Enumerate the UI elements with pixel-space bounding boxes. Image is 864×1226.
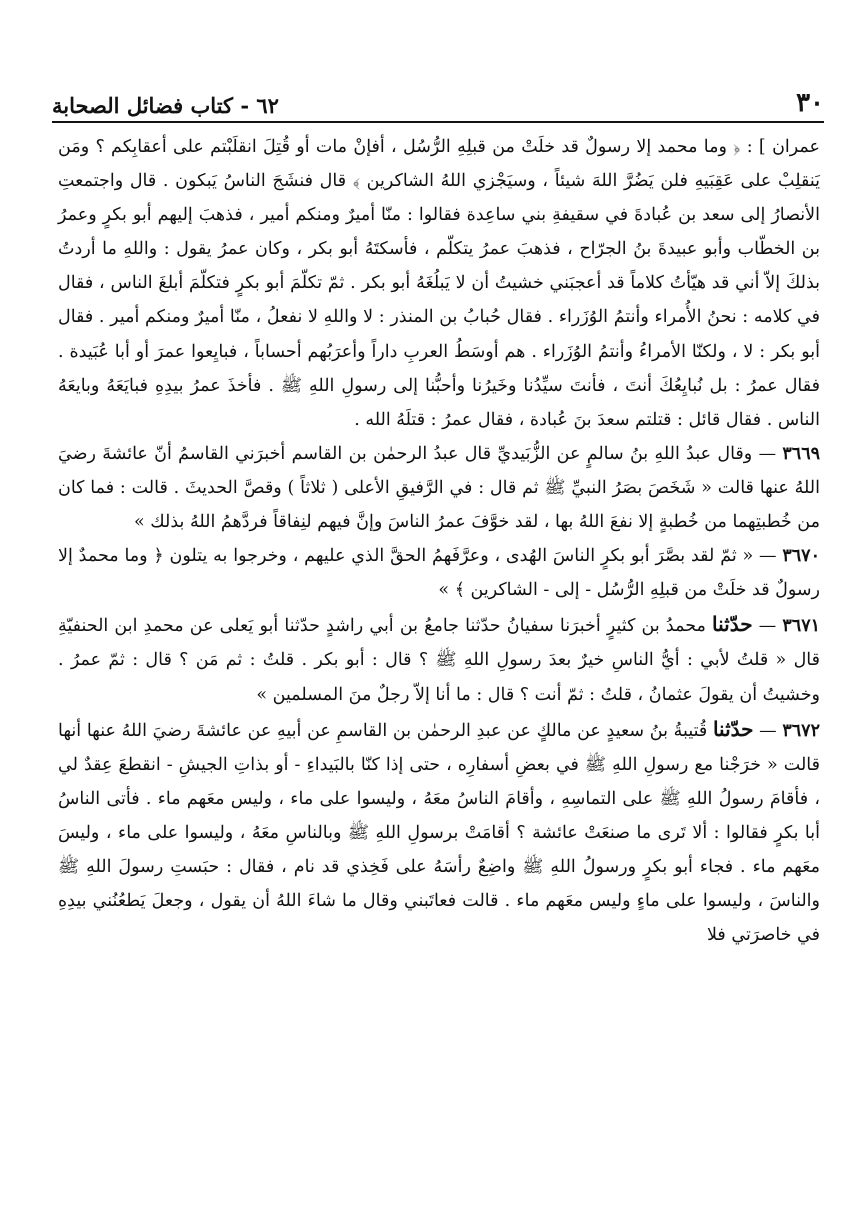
- paragraph-continuation: [58, 130, 820, 437]
- page-number: ٣٠: [796, 88, 824, 118]
- hadith-text: محمدُ بن كثيرٍ أخبرَنا سفيانُ حدّثنا جامعُ بن أبي راشدٍ حدّثنا أبو يَعلى عن محمدِ ابن الحنفيّةِ قال « قلتُ لأبي : أيُّ الناسِ خيرٌ بعدَ رسولِ اللهِ ﷺ ؟ قال : أبو بكر . قلتُ : ثم مَن ؟ قال : ثمّ عمرُ . وخشيتُ أن يقولَ عثمانُ ، قلتُ : ثمّ أنت ؟ قال : ما أنا إلاّ رجلٌ منَ المسلمين »: [58, 616, 820, 705]
- hadith-3670: ٣٦٧٠ — « ثمّ لقد بصَّرَ أبو بكرٍ الناسَ الهُدى ، وعرَّفَهمُ الحقَّ الذي عليهم ، وخرجوا به يتلون ﴿ وما محمدٌ إلا رسولٌ قد خلَتْ من قبلِهِ الرُّسُل - إلى - الشاكرين ﴾ »: [58, 546, 820, 601]
- page-body: [58, 130, 820, 1186]
- hadith-text: وقال عبدُ اللهِ بنُ سالمٍ عن الزُّبَيديِّ قال عبدُ الرحمٰن بن القاسم أخبرَني القاسمُ أنّ عائشةَ رضيَ اللهُ عنها قالت « شَخَصَ بصَرُ النبيِّ ﷺ ثم قال : في الرَّفيقِ الأعلى ( ثلاثاً ) وقصَّ الحديثَ . قالت : فما كان من خُطبتِهما من خُطبةٍ إلا نفعَ اللهُ بها ، لقد خوَّفَ عمرُ الناسَ وإنَّ فيهم لنِفاقاً فردَّهمُ اللهُ بذلك »: [58, 443, 820, 533]
- hadith-lead: حدّثنا: [712, 716, 754, 741]
- hadith-3672: ٣٦٧٢ — حدّثنا قُتيبةُ بنُ سعيدٍ عن مالكٍ عن عبدِ الرحمٰن بن القاسمِ عن أبيهِ عن عائشةَ رضيَ اللهُ عنها أنها قالت « خرَجْنا مع رسولِ اللهِ ﷺ في بعضِ أسفارِه ، حتى إذا كنّا بالبَيداءِ - أو بذاتِ الجيشِ - انقطعَ عِقدٌ لي ، فأقامَ رسولُ اللهِ ﷺ على التماسِهِ ، وأقامَ الناسُ معَهُ ، وليسوا على ماء ، وليس معَهم ماء . فأتى الناسُ أبا بكرٍ فقالوا : ألا تَرى ما صنعَتْ عائشة ؟ أقامَتْ برسولِ اللهِ ﷺ وبالناسِ معَهُ ، وليسوا على ماء ، وليسَ معَهم ماء . فجاء أبو بكرٍ ورسولُ اللهِ ﷺ واضِعٌ رأسَهُ على فَخِذي قد نام ، فقال : حبَستِ رسولَ اللهِ ﷺ والناسَ ، وليسوا على ماءٍ وليس معَهم ماء . قالت فعاتَبني وقال ما شاءَ اللهُ أن يقول ، وجعلَ يَطعُنُني بيدِهِ في خاصرَتي فلا: [58, 716, 820, 946]
- hadith-lead: حدّثنا: [712, 612, 753, 637]
- hadith-number: ٣٦٧٢: [782, 720, 820, 741]
- hadith-number: ٣٦٦٩: [782, 443, 820, 464]
- running-title: ٦٢ - كتاب فضائل الصحابة: [52, 93, 279, 118]
- hadith-text: « ثمّ لقد بصَّرَ أبو بكرٍ الناسَ الهُدى ، وعرَّفَهمُ الحقَّ الذي عليهم ، وخرجوا به يتلون ﴿ وما محمدٌ إلا رسولٌ قد خلَتْ من قبلِهِ الرُّسُل - إلى - الشاكرين ﴾ »: [58, 546, 820, 601]
- hadith-3671: ٣٦٧١ — حدّثنا محمدُ بن كثيرٍ أخبرَنا سفيانُ حدّثنا جامعُ بن أبي راشدٍ حدّثنا أبو يَعلى عن محمدِ ابن الحنفيّةِ قال « قلتُ لأبي : أيُّ الناسِ خيرٌ بعدَ رسولِ اللهِ ﷺ ؟ قال : أبو بكر . قلتُ : ثم مَن ؟ قال : ثمّ عمرُ . وخشيتُ أن يقولَ عثمانُ ، قلتُ : ثمّ أنت ؟ قال : ما أنا إلاّ رجلٌ منَ المسلمين »: [58, 612, 820, 705]
- hadith-text: قُتيبةُ بنُ سعيدٍ عن مالكٍ عن عبدِ الرحمٰن بن القاسمِ عن أبيهِ عن عائشةَ رضيَ اللهُ عنها أنها قالت « خرَجْنا مع رسولِ اللهِ ﷺ في بعضِ أسفارِه ، حتى إذا كنّا بالبَيداءِ - أو بذاتِ الجيشِ - انقطعَ عِقدٌ لي ، فأقامَ رسولُ اللهِ ﷺ على التماسِهِ ، وأقامَ الناسُ معَهُ ، وليسوا على ماء ، وليس معَهم ماء . فأتى الناسُ أبا بكرٍ فقالوا : ألا تَرى ما صنعَتْ عائشة ؟ أقامَتْ برسولِ اللهِ ﷺ وبالناسِ معَهُ ، وليسوا على ماء ، وليسَ معَهم ماء . فجاء أبو بكرٍ ورسولُ اللهِ ﷺ واضِعٌ رأسَهُ على فَخِذي قد نام ، فقال : حبَستِ رسولَ اللهِ ﷺ والناسَ ، وليسوا على ماءٍ وليس معَهم ماء . قالت فعاتَبني وقال ما شاءَ اللهُ أن يقول ، وجعلَ يَطعُنُني بيدِهِ في خاصرَتي فلا: [58, 720, 820, 946]
- hadith-3669: ٣٦٦٩ — وقال عبدُ اللهِ بنُ سالمٍ عن الزُّبَيديِّ قال عبدُ الرحمٰن بن القاسم أخبرَني القاسمُ أنّ عائشةَ رضيَ اللهُ عنها قالت « شَخَصَ بصَرُ النبيِّ ﷺ ثم قال : في الرَّفيقِ الأعلى ( ثلاثاً ) وقصَّ الحديثَ . قالت : فما كان من خُطبتِهما من خُطبةٍ إلا نفعَ اللهُ بها ، لقد خوَّفَ عمرُ الناسَ وإنَّ فيهم لنِفاقاً فردَّهمُ اللهُ بذلك »: [58, 443, 820, 533]
- hadith-number: ٣٦٧١: [782, 616, 820, 637]
- header-rule: [52, 121, 824, 123]
- page-header: [52, 76, 824, 116]
- paragraph-text: عمران ] : ﴿ وما محمد إلا رسولٌ قد خلَتْ من قبلِهِ الرُّسُل ، أفإنْ مات أو قُتِلَ انقلَبْتم على أعقابِكم ؟ ومَن يَنقلِبْ على عَقِبَيهِ فلن يَضُرَّ اللهَ شيئاً ، وسيَجْزي اللهُ الشاكرين ﴾ قال فنشَجَ الناسُ يَبكون . قال واجتمعتِ الأنصارُ إلى سعد بن عُبادةَ في سقيفةِ بني ساعِدة فقالوا : منّا أميرٌ ومنكم أمير ، فذهبَ إليهم أبو بكرٍ وعمرُ بن الخطّاب وأبو عبيدةَ بنُ الجرّاح ، فذهبَ عمرُ يتكلّم ، فأسكتَهُ أبو بكر ، وكان عمرُ يقول : واللهِ ما أردتُ بذلكَ إلاّ أني قد هيّأتُ كلاماً قد أعجبَني خشيتُ أن لا يَبلُغَهُ أبو بكر . ثمّ تكلّمَ أبو بكرٍ فتكلّمَ أبلغَ الناس ، فقال في كلامه : نحنُ الأُمراء وأنتمُ الوُزَراء . فقال حُبابُ بن المنذر : لا واللهِ لا نفعلُ ، منّا أميرٌ ومنكم أمير . فقال أبو بكر : لا ، ولكنّا الأمراءُ وأنتمُ الوُزَراء . هم أوسَطُ العربِ داراً وأعرَبُهم أحساباً ، فبايِعوا عمرَ أو أبا عُبَيدة . فقال عمرُ : بل نُبايِعُكَ أنتَ ، فأنتَ سيِّدُنا وخَيرُنا وأحبُّنا إلى رسولِ اللهِ ﷺ . فأخذَ عمرُ بيدِهِ فبايَعَهُ وبايعَهُ الناس . فقال قائل : قتلتم سعدَ بنَ عُبادة ، فقال عمرُ : قتلَهُ الله .: [58, 137, 820, 430]
- hadith-number: ٣٦٧٠: [782, 546, 820, 567]
